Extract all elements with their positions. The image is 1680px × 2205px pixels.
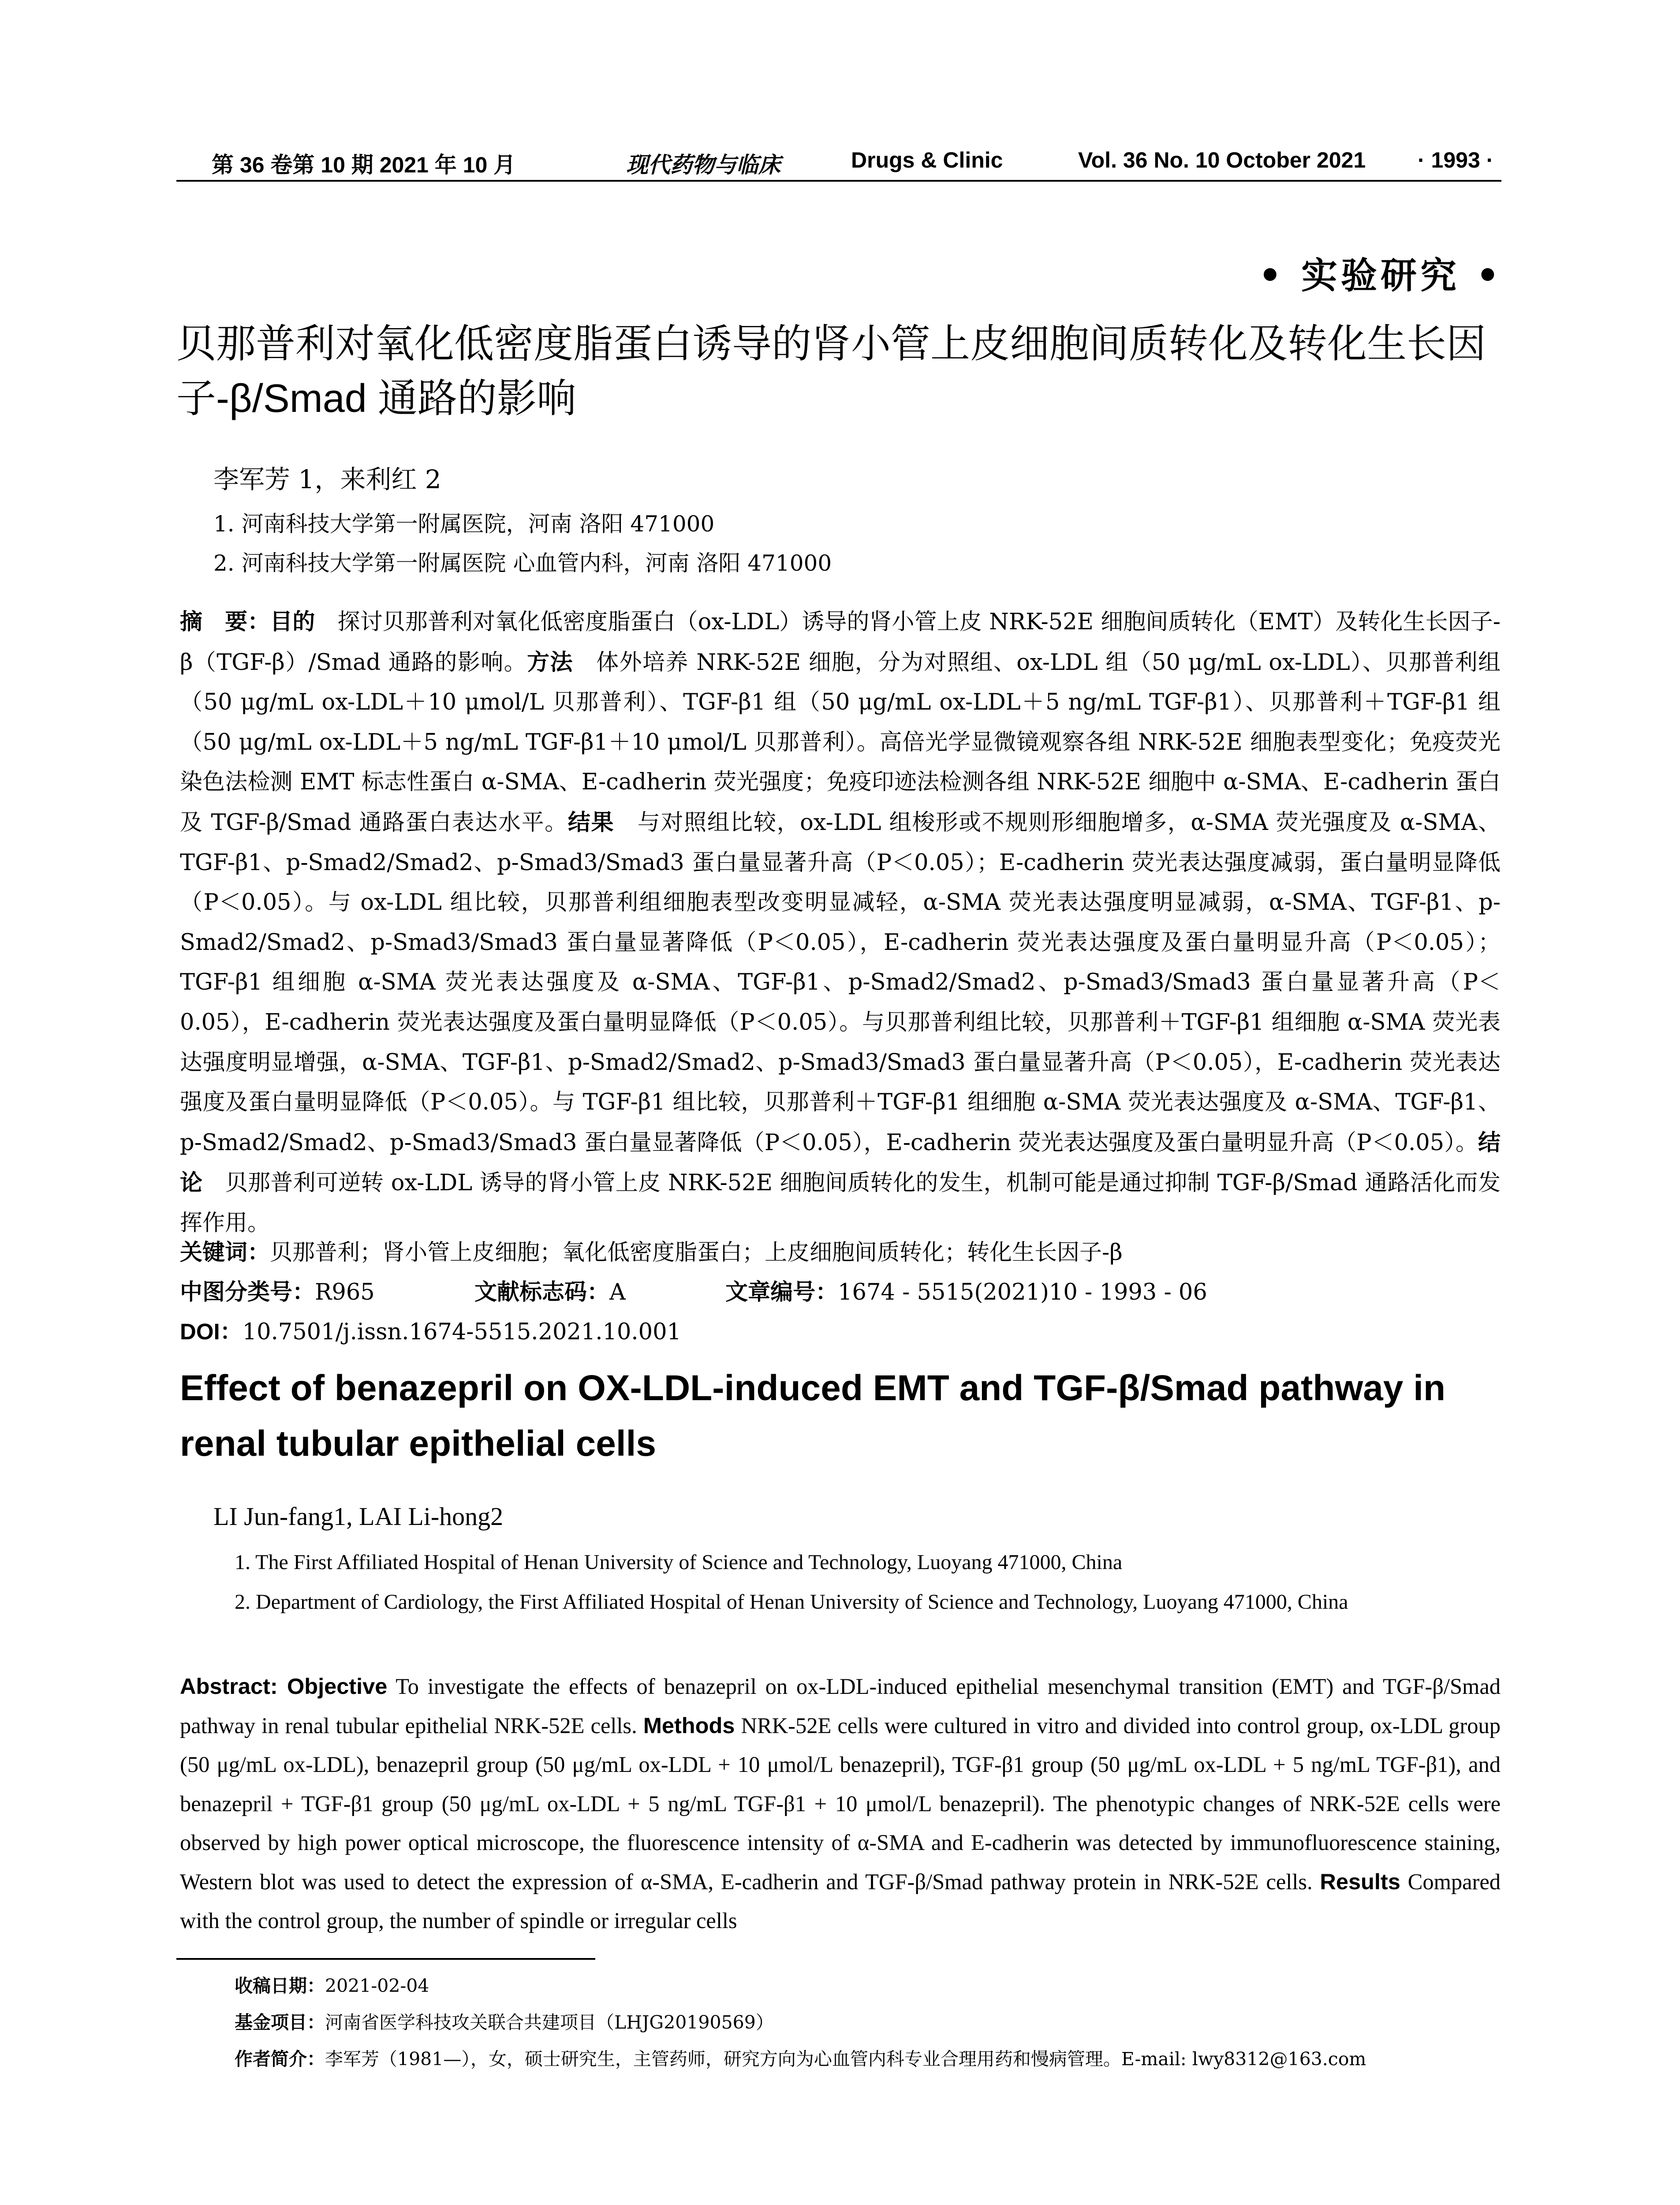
header-volume-en: Vol. 36 No. 10 October 2021 <box>1078 148 1366 172</box>
affiliation-en-2: 2. Department of Cardiology, the First Affiliated Hospital of Henan University of Science and Technology, Luoyang 471000, China <box>235 1590 1348 1614</box>
fund-label: 基金项目： <box>235 2012 325 2033</box>
section-tag: • 实验研究 • <box>1258 254 1503 297</box>
classification-line <box>180 1274 1207 1306</box>
results-text: 与对照组比较，ox-LDL 组梭形或不规则形细胞增多，α-SMA 荧光强度及 α-SMA、TGF-β1、p-Smad2/Smad2、p-Smad3/Smad3 蛋白量显著升高（P＜0.05）；E-cadherin 荧光表达强度减弱，蛋白量明显降低（P＜0.05）。与 ox-LDL 组比较，贝那普利组细胞表型改变明显减轻，α-SMA 荧光表达强度明显减弱，α-SMA、TGF-β1、p-Smad2/Smad2、p-Smad3/Smad3 蛋白量显著降低（P＜0.05），E-cadherin 荧光表达强度及蛋白量明显升高（P＜0.05）；TGF-β1 组细胞 α-SMA 荧光表达强度及 α-SMA、TGF-β1、p-Smad2/Smad2、p-Smad3/Smad3 蛋白量显著升高（P＜0.05），E-cadherin 荧光表达强度及蛋白量明显降低（P＜0.05）。与贝那普利组比较，贝那普利＋TGF-β1 组细胞 α-SMA 荧光表达强度明显增强，α-SMA、TGF-β1、p-Smad2/Smad2、p-Smad3/Smad3 蛋白量显著升高（P＜0.05），E-cadherin 荧光表达强度及蛋白量明显降低（P＜0.05）。与 TGF-β1 组比较，贝那普利＋TGF-β1 组细胞 α-SMA 荧光表达强度及 α-SMA、TGF-β1、p-Smad2/Smad2、p-Smad3/Smad3 蛋白量显著降低（P＜0.05），E-cadherin 荧光表达强度及蛋白量明显升高（P＜0.05）。 <box>180 809 1501 1156</box>
author-bio-label: 作者简介： <box>235 2049 325 2069</box>
keywords <box>180 1234 1123 1267</box>
authors-cn: 李军芳 1，来利红 2 <box>213 464 441 494</box>
methods-label: 方法 <box>527 649 573 675</box>
doi-label: DOI： <box>180 1319 243 1344</box>
authors-en: LI Jun-fang1, LAI Li-hong2 <box>213 1502 504 1531</box>
abstract-cn-label: 摘 要： <box>180 609 270 634</box>
abstract-cn <box>180 602 1501 1244</box>
received-date: 2021-02-04 <box>325 1975 429 1996</box>
methods-en-text: NRK-52E cells were cultured in vitro and divided into control group, ox-LDL group (50 μg/mL ox-LDL), benazepril group (50 μg/mL ox-LDL + 10 μmol/L benazepril), TGF-β1 group (50 μg/mL ox-LDL + 5 ng/mL TGF-β1), and benazepril + TGF-β1 group (50 μg/mL ox-LDL + 5 ng/mL TGF-β1 + 10 μmol/L benazepril). The phenotypic changes of NRK-52E cells were observed by high power optical microscope, the fluorescence intensity of α-SMA and E-cadherin was detected by immunofluorescence staining, Western blot was used to detect the expression of α-SMA, E-cadherin and TGF-β/Smad pathway protein in NRK-52E cells. <box>180 1713 1501 1894</box>
article-no-label: 文章编号： <box>725 1279 838 1304</box>
author-bio-text: 李军芳（1981—），女，硕士研究生，主管药师，研究方向为心血管内科专业合理用药和慢病管理。E-mail: lwy8312@163.com <box>325 2048 1366 2070</box>
header-journal-cn: 现代药物与临床 <box>626 152 780 178</box>
clc-value: R965 <box>315 1279 375 1305</box>
abstract-en <box>180 1667 1501 1940</box>
methods-en-label: Methods <box>643 1712 735 1738</box>
methods-text: 体外培养 NRK-52E 细胞，分为对照组、ox-LDL 组（50 μg/mL ox-LDL）、贝那普利组（50 μg/mL ox-LDL＋10 μmol/L 贝那普利）、TGF-β1 组（50 μg/mL ox-LDL＋5 ng/mL TGF-β1）、贝那普利＋TGF-β1 组（50 μg/mL ox-LDL＋5 ng/mL TGF-β1＋10 μmol/L 贝那普利）。高倍光学显微镜观察各组 NRK-52E 细胞表型变化；免疫荧光染色法检测 EMT 标志性蛋白 α-SMA、E-cadherin 荧光强度；免疫印迹法检测各组 NRK-52E 细胞中 α-SMA、E-cadherin 蛋白及 TGF-β/Smad 通路蛋白表达水平。 <box>180 649 1501 836</box>
article-no-value: 1674 - 5515(2021)10 - 1993 - 06 <box>838 1279 1207 1305</box>
doi-line <box>180 1313 681 1346</box>
running-header <box>176 140 1501 182</box>
keywords-text: 贝那普利；肾小管上皮细胞；氧化低密度脂蛋白；上皮细胞间质转化；转化生长因子-β <box>270 1240 1123 1266</box>
footnote-divider <box>176 1958 595 1960</box>
objective-en-label: Objective <box>287 1674 388 1699</box>
conclusion-label: 结论 <box>180 1129 1501 1196</box>
header-volume-cn: 第 36 卷第 10 期 2021 年 10 月 <box>212 153 516 177</box>
affiliation-cn-1: 1. 河南科技大学第一附属医院，河南 洛阳 471000 <box>213 511 715 537</box>
doc-code-label: 文献标志码： <box>474 1279 609 1304</box>
results-label: 结果 <box>567 809 615 835</box>
article-title-en: Effect of benazepril on OX-LDL-induced EMT and TGF-β/Smad pathway in renal tubular epithelial cells <box>180 1368 1446 1464</box>
objective-text: 探讨贝那普利对氧化低密度脂蛋白（ox-LDL）诱导的肾小管上皮 NRK-52E 细胞间质转化（EMT）及转化生长因子-β（TGF-β）/Smad 通路的影响。 <box>180 609 1501 676</box>
fund-text: 河南省医学科技攻关联合共建项目（LHJG20190569） <box>325 2012 774 2033</box>
header-page-number: · 1993 · <box>1418 148 1494 172</box>
article-title-cn: 贝那普利对氧化低密度脂蛋白诱导的肾小管上皮细胞间质转化及转化生长因子-β/Smad 通路的影响 <box>176 322 1486 421</box>
results-en-text: Compared with the control group, the number of spindle or irregular cells <box>180 1869 1501 1933</box>
abstract-en-label: Abstract: <box>180 1674 287 1699</box>
clc-label: 中图分类号： <box>180 1279 315 1304</box>
keywords-label: 关键词： <box>180 1240 270 1265</box>
affiliation-en-1: 1. The First Affiliated Hospital of Henan University of Science and Technology, Luoyang 471000, China <box>235 1551 1123 1574</box>
results-en-label: Results <box>1320 1869 1400 1894</box>
footnote-received <box>235 1971 429 1997</box>
conclusion-text: 贝那普利可逆转 ox-LDL 诱导的肾小管上皮 NRK-52E 细胞间质转化的发生，机制可能是通过抑制 TGF-β/Smad 通路活化而发挥作用。 <box>180 1170 1501 1236</box>
footnote-fund <box>235 2008 774 2034</box>
doi-link[interactable]: 10.7501/j.issn.1674-5515.2021.10.001 <box>242 1319 681 1345</box>
footnote-author <box>235 2044 1366 2070</box>
header-journal-en: Drugs & Clinic <box>851 148 1003 172</box>
affiliation-cn-2: 2. 河南科技大学第一附属医院 心血管内科，河南 洛阳 471000 <box>213 550 832 576</box>
objective-en-text: To investigate the effects of benazepril on ox-LDL-induced epithelial mesenchymal transition (EMT) and TGF-β/Smad pathway in renal tubular epithelial NRK-52E cells. <box>180 1674 1501 1738</box>
objective-label: 目的 <box>270 609 315 634</box>
received-label: 收稿日期： <box>235 1976 325 1996</box>
doc-code-value: A <box>609 1279 626 1305</box>
